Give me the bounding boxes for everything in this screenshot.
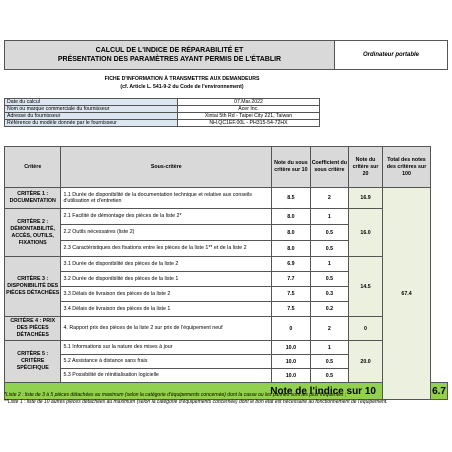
col-sous-critere: Sous-critère bbox=[61, 147, 272, 188]
sub-criterion-coef: 0.3 bbox=[310, 287, 348, 302]
col-critere: Critère bbox=[5, 147, 61, 188]
sub-criterion-note: 7.5 bbox=[272, 287, 311, 302]
criterion-name: CRITÈRE 4 : PRIX DES PIÈCES DÉTACHÉES bbox=[5, 317, 61, 341]
repairability-grid bbox=[4, 146, 448, 400]
sub-criterion-note: 10.0 bbox=[272, 341, 311, 355]
table-row bbox=[5, 209, 448, 225]
criterion-name: CRITÈRE 5 : CRITÈRE SPÉCIFIQUE bbox=[5, 341, 61, 383]
sub-criterion-note: 6.9 bbox=[272, 257, 311, 272]
table-row bbox=[5, 341, 448, 355]
sub-criterion-label: 2.2 Outils nécessaires (liste 2) bbox=[61, 225, 272, 241]
total-score: 67.4 bbox=[382, 188, 430, 400]
grid-header-row bbox=[5, 147, 448, 188]
info-value: Xintai 5th Rd - Taipei City 221, Taiwan bbox=[178, 113, 320, 120]
sub-criterion-note: 0 bbox=[272, 317, 311, 341]
sub-criterion-coef: 0.5 bbox=[310, 272, 348, 287]
sub-criterion-label: 2.1 Facilité de démontage des pièces de la liste 2* bbox=[61, 209, 272, 225]
sub-criterion-coef: 0.2 bbox=[310, 302, 348, 317]
col-coefficient: Coefficient du sous critère bbox=[310, 147, 348, 188]
sub-criterion-coef: 1 bbox=[310, 257, 348, 272]
header-category: Ordinateur portable bbox=[335, 41, 448, 70]
sub-criterion-note: 8.0 bbox=[272, 209, 311, 225]
table-row bbox=[5, 317, 448, 341]
fiche-line1: FICHE D'INFORMATION À TRANSMETTRE AUX DEMANDEURS bbox=[104, 76, 260, 82]
sub-criterion-note: 10.0 bbox=[272, 355, 311, 369]
info-value: 07.Mar.2022 bbox=[178, 99, 320, 106]
sub-criterion-label: 3.2 Durée de disponibilité des pièces de la liste 1 bbox=[61, 272, 272, 287]
sub-criterion-coef: 0.5 bbox=[310, 241, 348, 257]
footnote-1: *Liste 2 : liste de 3 à 5 pièces détachées au maximum (selon la catégorie d'équipements concernée) dont la casse ou les pannes sont les plus fréquentes ; bbox=[4, 392, 347, 398]
header-title-line1: CALCUL DE L'INDICE DE RÉPARABILITÉ ET bbox=[95, 47, 244, 54]
info-row bbox=[5, 99, 320, 106]
criterion-name: CRITÈRE 2 : DÉMONTABILITÉ, ACCÈS, OUTILS, FIXATIONS bbox=[5, 209, 61, 257]
criterion-score: 14.5 bbox=[349, 257, 383, 317]
footnote-2: **Liste 1 : liste de 10 autres pièces détachées au maximum (selon la catégorie d'équipements concernée) dont le bon état est nécessaire au fonctionnement de l'équipement. bbox=[4, 399, 388, 405]
info-row bbox=[5, 106, 320, 113]
criterion-score: 16.0 bbox=[349, 209, 383, 257]
sub-criterion-coef: 1 bbox=[310, 341, 348, 355]
info-row bbox=[5, 113, 320, 120]
sub-criterion-label: 3.3 Délais de livraison des pièces de la liste 2 bbox=[61, 287, 272, 302]
sub-criterion-label: 2.3 Caractéristiques des fixations entre les pièces de la liste 1** et de la liste 2 bbox=[61, 241, 272, 257]
col-total: Total des notes des critères sur 100 bbox=[382, 147, 430, 188]
header-table bbox=[4, 40, 448, 70]
sub-criterion-coef: 2 bbox=[310, 317, 348, 341]
info-label: Adresse du fournisseur bbox=[5, 113, 178, 120]
sub-criterion-label: 5.1 Informations sur la nature des mises à jour bbox=[61, 341, 272, 355]
supplier-info-table bbox=[4, 98, 320, 127]
sub-criterion-label: 5.2 Assistance à distance sans frais bbox=[61, 355, 272, 369]
footnotes bbox=[4, 392, 450, 406]
info-label: Référence du modèle donnée par le fournisseur bbox=[5, 120, 178, 127]
criterion-score: 20.0 bbox=[349, 341, 383, 383]
sub-criterion-coef: 1 bbox=[310, 209, 348, 225]
final-score-value: 6.7 bbox=[431, 383, 448, 400]
sub-criterion-note: 7.5 bbox=[272, 302, 311, 317]
info-label: Nom ou marque commerciale du fournisseur bbox=[5, 106, 178, 113]
fiche-line2: (cf. Article L. 541-9-2 du Code de l'environnement) bbox=[120, 84, 244, 90]
sub-criterion-label: 5.3 Possibilité de réinitialisation logicielle bbox=[61, 369, 272, 383]
sub-criterion-label: 3.4 Délais de livraison des pièces de la liste 1 bbox=[61, 302, 272, 317]
sub-criterion-note: 7.7 bbox=[272, 272, 311, 287]
col-note-critere: Note du critère sur 20 bbox=[349, 147, 383, 188]
criterion-name: CRITÈRE 1 : DOCUMENTATION bbox=[5, 188, 61, 209]
sub-criterion-coef: 0.5 bbox=[310, 355, 348, 369]
info-value: NH.QC1EF.00L - PH315-54-72HX bbox=[178, 120, 320, 127]
sub-criterion-coef: 0.5 bbox=[310, 369, 348, 383]
header-title bbox=[5, 41, 335, 70]
sub-criterion-note: 10.0 bbox=[272, 369, 311, 383]
sub-criterion-note: 8.0 bbox=[272, 225, 311, 241]
sub-criterion-label: 1.1 Durée de disponibilité de la documentation technique et relative aux conseils d'utilisation et d'entretien bbox=[61, 188, 272, 209]
table-row bbox=[5, 257, 448, 272]
sub-criterion-coef: 2 bbox=[310, 188, 348, 209]
sub-criterion-note: 8.0 bbox=[272, 241, 311, 257]
final-score-label: Note de l'indice sur 10 bbox=[5, 383, 383, 400]
sub-criterion-coef: 0.5 bbox=[310, 225, 348, 241]
col-note-sous-critere: Note du sous critère sur 10 bbox=[272, 147, 311, 188]
criterion-score: 0 bbox=[349, 317, 383, 341]
sub-criterion-label: 4. Rapport prix des pièces de la liste 2 sur prix de l'équipement neuf bbox=[61, 317, 272, 341]
info-label: Date du calcul bbox=[5, 99, 178, 106]
table-row bbox=[5, 188, 448, 209]
info-value: Acer Inc. bbox=[178, 106, 320, 113]
fiche-heading bbox=[4, 75, 360, 91]
info-row bbox=[5, 120, 320, 127]
criterion-score: 16.9 bbox=[349, 188, 383, 209]
sub-criterion-label: 3.1 Durée de disponibilité des pièces de la liste 2 bbox=[61, 257, 272, 272]
criterion-name: CRITÈRE 3 : DISPONIBILITÉ DES PIÈCES DÉTACHÉES bbox=[5, 257, 61, 317]
sub-criterion-note: 8.5 bbox=[272, 188, 311, 209]
header-title-line2: PRÉSENTATION DES PARAMÈTRES AYANT PERMIS DE L'ÉTABLIR bbox=[57, 56, 282, 63]
